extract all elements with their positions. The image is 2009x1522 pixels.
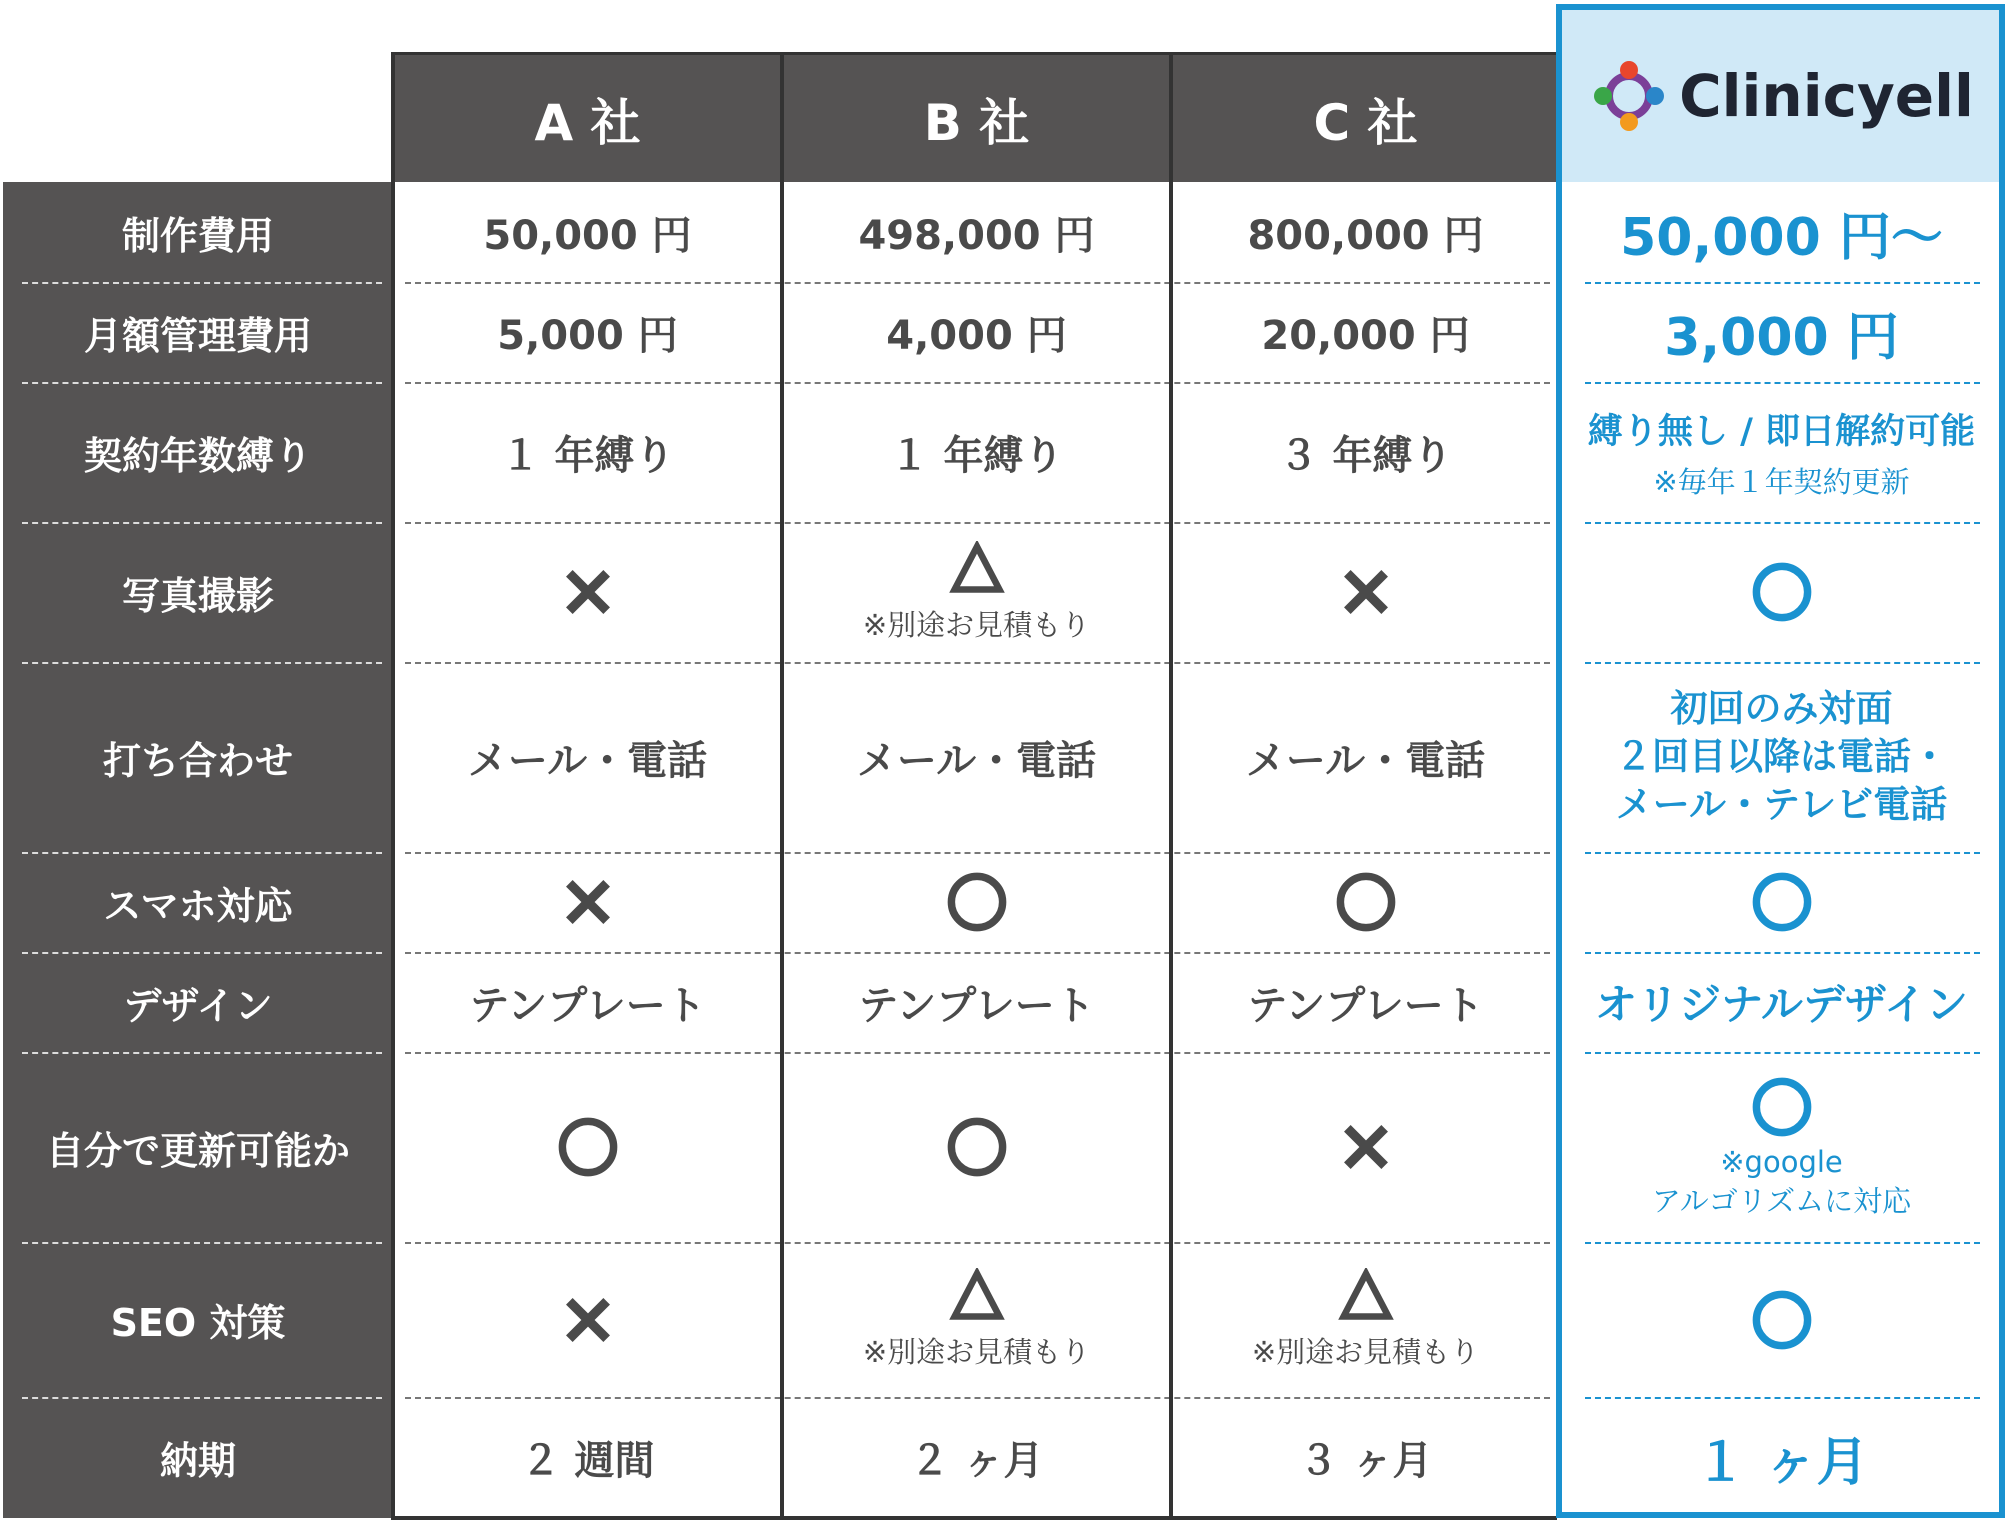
row-divider xyxy=(1585,852,1980,854)
table-bottom-border xyxy=(391,1516,1557,1520)
row-divider xyxy=(405,852,1550,854)
table-cell xyxy=(1171,1397,1560,1518)
row-divider xyxy=(22,522,382,524)
cell-value: オリジナルデザイン xyxy=(1595,980,1968,1029)
row-divider xyxy=(1585,282,1980,284)
clinicyell-logo xyxy=(1589,56,1974,136)
cell-line: ２回目以降は電話・ xyxy=(1615,735,1948,778)
cell-note: ※google xyxy=(1720,1144,1843,1179)
cross-icon xyxy=(1338,564,1394,620)
cell-value: ２ ヶ月 xyxy=(909,1438,1044,1484)
row-divider xyxy=(1585,382,1980,384)
table-cell xyxy=(782,1397,1171,1518)
row-divider xyxy=(405,522,1550,524)
column-divider xyxy=(1169,52,1173,1520)
cell-value: 4,000 円 xyxy=(886,312,1067,359)
cell-value: １ 年縛り xyxy=(889,432,1064,479)
triangle-icon xyxy=(1338,1268,1394,1324)
circle-mark xyxy=(945,870,1009,934)
brand-name: Clinicyell xyxy=(1679,62,1974,130)
cell-value: テンプレート xyxy=(469,982,706,1029)
table-cell xyxy=(393,522,782,662)
cross-mark xyxy=(560,874,616,930)
cell-value: １ ヶ月 xyxy=(1694,1433,1869,1493)
row-divider xyxy=(22,952,382,954)
circle-icon xyxy=(1750,870,1814,934)
table-cell xyxy=(393,282,782,382)
cell-value: 5,000 円 xyxy=(497,312,678,359)
table-cell xyxy=(1560,382,2003,522)
cell-line: 初回のみ対面 xyxy=(1670,687,1893,730)
cell-note: ※別途お見積もり xyxy=(862,607,1091,642)
table-cell xyxy=(393,182,782,282)
row-divider xyxy=(405,1397,1550,1399)
column-divider xyxy=(391,52,395,1520)
circle-mark xyxy=(1750,870,1814,934)
cross-icon xyxy=(1338,1119,1394,1175)
cell-value: テンプレート xyxy=(858,982,1095,1029)
cell-value: メール・電話 xyxy=(467,737,708,784)
row-label: スマホ対応 xyxy=(103,883,293,928)
circle-icon xyxy=(945,1115,1009,1179)
triangle-icon xyxy=(949,1268,1005,1324)
table-cell xyxy=(393,952,782,1052)
company-header-1 xyxy=(393,52,782,182)
row-divider xyxy=(22,852,382,854)
cell-value: 498,000 円 xyxy=(858,212,1095,259)
row-divider xyxy=(22,662,382,664)
cell-note: ※別途お見積もり xyxy=(1251,1335,1480,1369)
table-cell xyxy=(393,852,782,952)
circle-mark xyxy=(1334,870,1398,934)
cell-value: 縛り無し / 即日解約可能 xyxy=(1587,411,1976,452)
table-cell xyxy=(1171,662,1560,852)
table-cell xyxy=(1171,852,1560,952)
row-divider xyxy=(22,382,382,384)
row-label: デザイン xyxy=(123,983,273,1028)
table-cell xyxy=(393,382,782,522)
cell-value: メール・電話 xyxy=(1245,737,1486,784)
circle-mark xyxy=(1750,1288,1814,1352)
table-cell xyxy=(1560,662,2003,852)
cell-value: メール・電話 xyxy=(856,737,1097,784)
row-divider xyxy=(22,1052,382,1054)
cell-value: 50,000 円 xyxy=(483,212,692,259)
table-cell xyxy=(1171,952,1560,1052)
company-name: A 社 xyxy=(534,93,641,152)
table-cell xyxy=(782,282,1171,382)
triangle-mark xyxy=(1338,1268,1394,1324)
table-cell xyxy=(1560,952,2003,1052)
row-divider xyxy=(1585,1397,1980,1399)
row-divider xyxy=(1585,522,1980,524)
row-label: SEO 対策 xyxy=(110,1301,286,1345)
table-cell xyxy=(782,522,1171,662)
row-label: 月額管理費用 xyxy=(83,313,312,358)
circle-mark xyxy=(1750,560,1814,624)
table-cell xyxy=(782,952,1171,1052)
table-cell xyxy=(1171,1242,1560,1397)
row-divider xyxy=(405,382,1550,384)
table-cell xyxy=(1171,282,1560,382)
row-divider xyxy=(405,282,1550,284)
cross-mark xyxy=(560,1292,616,1348)
table-cell xyxy=(782,382,1171,522)
table-cell xyxy=(1171,182,1560,282)
row-divider xyxy=(1585,952,1980,954)
company-name: C 社 xyxy=(1313,93,1418,152)
cell-value: 50,000 円〜 xyxy=(1620,207,1943,268)
row-divider xyxy=(405,662,1550,664)
table-cell xyxy=(1171,522,1560,662)
triangle-icon xyxy=(949,541,1005,597)
row-label: 納期 xyxy=(159,1439,236,1483)
row-divider xyxy=(22,282,382,284)
cross-icon xyxy=(560,874,616,930)
table-cell xyxy=(1560,282,2003,382)
cross-mark xyxy=(560,564,616,620)
cross-icon xyxy=(560,564,616,620)
table-cell xyxy=(1560,852,2003,952)
circle-mark xyxy=(945,1115,1009,1179)
table-cell xyxy=(1560,182,2003,282)
table-cell xyxy=(782,1242,1171,1397)
table-cell xyxy=(393,1242,782,1397)
circle-mark xyxy=(556,1115,620,1179)
cell-value: ２ 週間 xyxy=(520,1438,655,1484)
row-divider xyxy=(405,952,1550,954)
circle-icon xyxy=(1334,870,1398,934)
triangle-mark xyxy=(949,541,1005,597)
cell-value: 800,000 円 xyxy=(1247,212,1484,259)
table-cell xyxy=(782,662,1171,852)
column-divider xyxy=(780,52,784,1520)
table-cell xyxy=(782,182,1171,282)
table-cell xyxy=(1560,522,2003,662)
cell-note: アルゴリズムに対応 xyxy=(1651,1183,1912,1218)
row-divider xyxy=(22,1397,382,1399)
row-divider xyxy=(1585,1242,1980,1244)
table-cell xyxy=(393,662,782,852)
table-cell xyxy=(1171,1052,1560,1242)
table-cell xyxy=(1171,382,1560,522)
table-cell xyxy=(1560,1397,2003,1518)
cell-value: ３ ヶ月 xyxy=(1298,1438,1433,1484)
circle-icon xyxy=(556,1115,620,1179)
company-header-3 xyxy=(1171,52,1560,182)
company-header-2 xyxy=(782,52,1171,182)
cell-value: ３ 年縛り xyxy=(1278,432,1453,479)
row-divider xyxy=(1585,1052,1980,1054)
row-label: 制作費用 xyxy=(121,213,274,258)
triangle-mark xyxy=(949,1268,1005,1324)
circle-icon xyxy=(1750,1288,1814,1352)
company-header-4 xyxy=(1560,10,2003,182)
table-cell xyxy=(782,1052,1171,1242)
table-cell xyxy=(393,1052,782,1242)
row-divider xyxy=(1585,662,1980,664)
table-cell xyxy=(393,1397,782,1518)
company-name: B 社 xyxy=(923,93,1030,152)
row-divider xyxy=(22,1242,382,1244)
circle-mark xyxy=(1750,1075,1814,1139)
cross-mark xyxy=(1338,1119,1394,1175)
table-cell xyxy=(1560,1242,2003,1397)
table-cell xyxy=(1560,1052,2003,1242)
logo-mark-icon xyxy=(1589,56,1669,136)
cell-value: １ 年縛り xyxy=(500,432,675,479)
cross-icon xyxy=(560,1292,616,1348)
circle-icon xyxy=(1750,1075,1814,1139)
cell-note: ※別途お見積もり xyxy=(862,1335,1091,1369)
cell-value: 20,000 円 xyxy=(1261,312,1470,359)
row-label: 写真撮影 xyxy=(121,573,274,618)
cell-line: メール・テレビ電話 xyxy=(1615,783,1948,826)
cross-mark xyxy=(1338,564,1394,620)
cell-note: ※毎年１年契約更新 xyxy=(1653,464,1910,499)
row-label: 打ち合わせ xyxy=(102,738,293,783)
row-label: 自分で更新可能か xyxy=(45,1128,350,1173)
cell-value: 3,000 円 xyxy=(1664,307,1899,368)
circle-icon xyxy=(1750,560,1814,624)
row-label: 契約年数縛り xyxy=(83,433,312,478)
cell-value: テンプレート xyxy=(1247,982,1484,1029)
row-divider xyxy=(405,1052,1550,1054)
circle-icon xyxy=(945,870,1009,934)
row-divider xyxy=(405,1242,1550,1244)
table-cell xyxy=(782,852,1171,952)
